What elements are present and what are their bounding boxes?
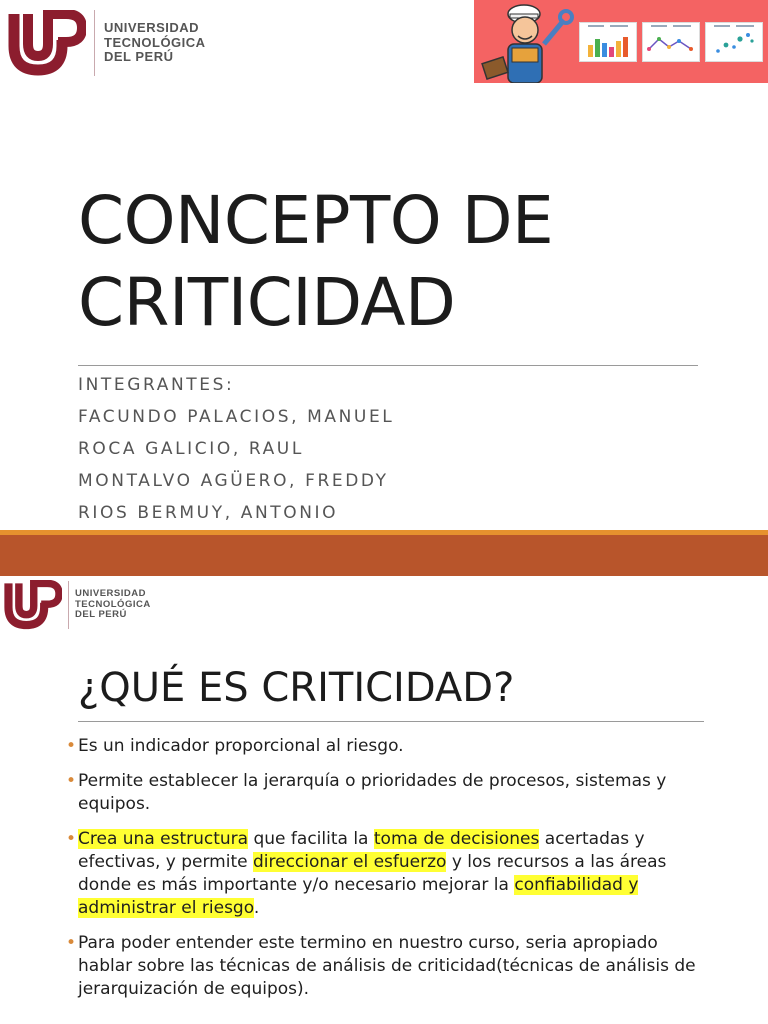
members-block xyxy=(78,371,394,530)
member-name: MONTALVO AGÜERO, FREDDY xyxy=(78,471,389,491)
bullet-text: Es un indicador proporcional al riesgo. xyxy=(78,736,404,756)
members-heading: INTEGRANTES: xyxy=(78,375,235,395)
logo-separator xyxy=(94,10,95,76)
logo-line: UNIVERSIDAD xyxy=(104,20,200,36)
highlighted-text: toma de decisiones xyxy=(373,829,540,849)
highlighted-text: direccionar el esfuerzo xyxy=(253,852,447,872)
bullet-item xyxy=(66,770,706,816)
bullet-text: que facilita la xyxy=(248,829,374,849)
logo-separator xyxy=(68,581,69,629)
utp-logo xyxy=(4,580,151,630)
bullet-text: Permite establecer la jerarquía o prioridades de procesos, sistemas y equipos. xyxy=(78,771,667,814)
logo-line: UNIVERSIDAD xyxy=(75,588,146,600)
slide-title xyxy=(78,180,718,344)
bullet-text: acertadas y efectivas, y permite xyxy=(78,829,645,872)
title-line: CONCEPTO DE xyxy=(78,182,554,259)
bullet-list xyxy=(66,735,706,1013)
logo-wordmark xyxy=(104,21,206,65)
logo-line: DEL PERÚ xyxy=(75,609,127,621)
header-illustration xyxy=(474,0,768,83)
scatter-chart-icon xyxy=(705,22,763,62)
logo-line: TECNOLÓGICA xyxy=(75,598,151,610)
logo-line: TECNOLÓGICA xyxy=(104,34,206,50)
bullet-item xyxy=(66,932,706,1001)
logo-wordmark xyxy=(75,589,151,621)
bullet-item xyxy=(66,828,706,920)
highlighted-text: Crea una estructura xyxy=(78,829,249,849)
slide-divider-band xyxy=(0,535,768,576)
highlighted-text: confiabilidad y administrar el riesgo xyxy=(78,875,639,918)
bar-chart-icon xyxy=(579,22,637,62)
bullet-text: y los recursos a las áreas donde es más importante y/o necesario mejorar la xyxy=(78,852,667,895)
title-line: CRITICIDAD xyxy=(78,264,456,341)
logo-line: DEL PERÚ xyxy=(104,49,174,65)
utp-mark-icon xyxy=(8,10,86,76)
title-divider xyxy=(78,721,704,722)
utp-logo xyxy=(8,10,206,76)
slide-title: ¿QUÉ ES CRITICIDAD? xyxy=(78,665,515,711)
bullet-item xyxy=(66,735,706,758)
member-name: FACUNDO PALACIOS, MANUEL xyxy=(78,407,395,427)
utp-mark-icon xyxy=(4,580,62,630)
line-chart-icon xyxy=(642,22,700,62)
member-name: ROCA GALICIO, RAUL xyxy=(78,439,304,459)
member-name: RIOS BERMUY, ANTONIO xyxy=(78,503,339,523)
bullet-text: . xyxy=(253,898,260,918)
title-divider xyxy=(78,365,698,366)
bullet-text: Para poder entender este termino en nuestro curso, seria apropiado hablar sobre las técnicas de análisis de criticidad(técnicas de análisis de jerarquización de equipos). xyxy=(78,933,696,999)
worker-with-wrench-icon xyxy=(478,0,578,83)
